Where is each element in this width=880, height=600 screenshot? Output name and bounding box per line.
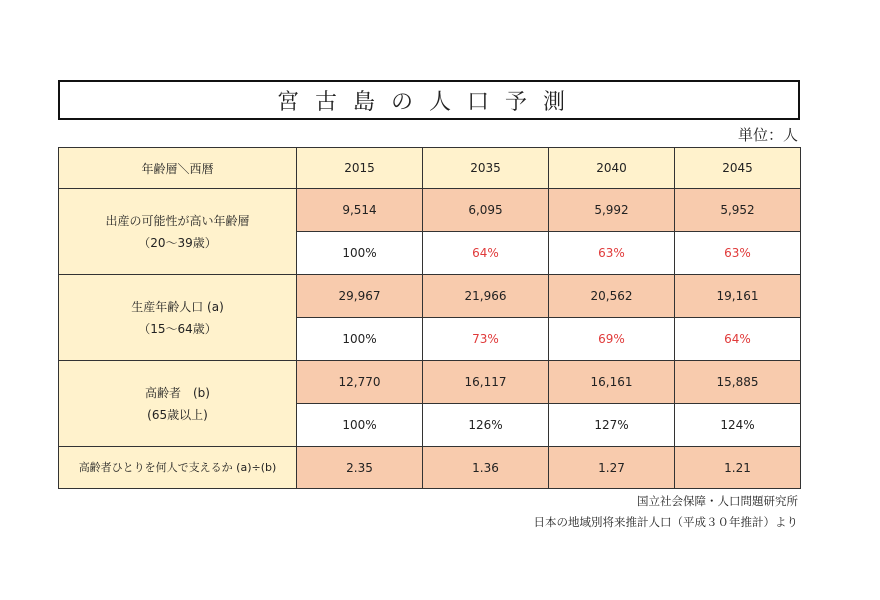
source-line-2: 日本の地域別将来推計人口（平成３０年推計）より — [533, 515, 798, 529]
row-label — [59, 275, 297, 361]
value-cell: 1.36 — [423, 447, 549, 489]
value-cell: 16,117 — [423, 361, 549, 404]
row-label — [59, 189, 297, 275]
header-corner: 年齢層＼西暦 — [59, 148, 297, 189]
page-title: 宮古島の人口予測 — [58, 80, 800, 120]
value-cell: 9,514 — [297, 189, 423, 232]
ratio-cell: 100% — [297, 404, 423, 447]
value-cell: 1.27 — [549, 447, 675, 489]
value-cell: 12,770 — [297, 361, 423, 404]
value-cell: 1.21 — [675, 447, 801, 489]
ratio-cell: 126% — [423, 404, 549, 447]
ratio-cell: 64% — [423, 232, 549, 275]
value-row — [59, 189, 801, 232]
ratio-cell: 127% — [549, 404, 675, 447]
ratio-cell: 73% — [423, 318, 549, 361]
ratio-cell: 100% — [297, 318, 423, 361]
row-label-main: 出産の可能性が高い年齢層 — [105, 213, 250, 228]
population-table — [58, 147, 801, 489]
support-ratio-row — [59, 447, 801, 489]
ratio-cell: 63% — [675, 232, 801, 275]
ratio-cell: 124% — [675, 404, 801, 447]
ratio-cell: 64% — [675, 318, 801, 361]
unit-label: 単位：人 — [737, 126, 798, 144]
row-label-main: 高齢者 (b) — [145, 385, 210, 400]
value-cell: 2.35 — [297, 447, 423, 489]
support-ratio-label: 高齢者ひとりを何人で支えるか (a)÷(b) — [59, 447, 297, 489]
value-cell: 21,966 — [423, 275, 549, 318]
ratio-cell: 69% — [549, 318, 675, 361]
header-year: 2015 — [297, 148, 423, 189]
value-cell: 5,952 — [675, 189, 801, 232]
value-cell: 19,161 — [675, 275, 801, 318]
source-line-1: 国立社会保障・人口問題研究所 — [637, 494, 798, 508]
value-cell: 20,562 — [549, 275, 675, 318]
row-label-main: 生産年齢人口 (a) — [131, 299, 224, 314]
row-label — [59, 361, 297, 447]
value-cell: 15,885 — [675, 361, 801, 404]
header-year: 2045 — [675, 148, 801, 189]
row-label-sub: (65歳以上) — [147, 407, 208, 422]
value-row — [59, 361, 801, 404]
value-cell: 6,095 — [423, 189, 549, 232]
header-year: 2040 — [549, 148, 675, 189]
value-cell: 5,992 — [549, 189, 675, 232]
row-label-sub: （15～64歳） — [138, 321, 217, 336]
ratio-cell: 100% — [297, 232, 423, 275]
value-row — [59, 275, 801, 318]
header-row — [59, 148, 801, 189]
ratio-cell: 63% — [549, 232, 675, 275]
row-label-sub: （20～39歳） — [138, 235, 217, 250]
header-year: 2035 — [423, 148, 549, 189]
value-cell: 29,967 — [297, 275, 423, 318]
value-cell: 16,161 — [549, 361, 675, 404]
